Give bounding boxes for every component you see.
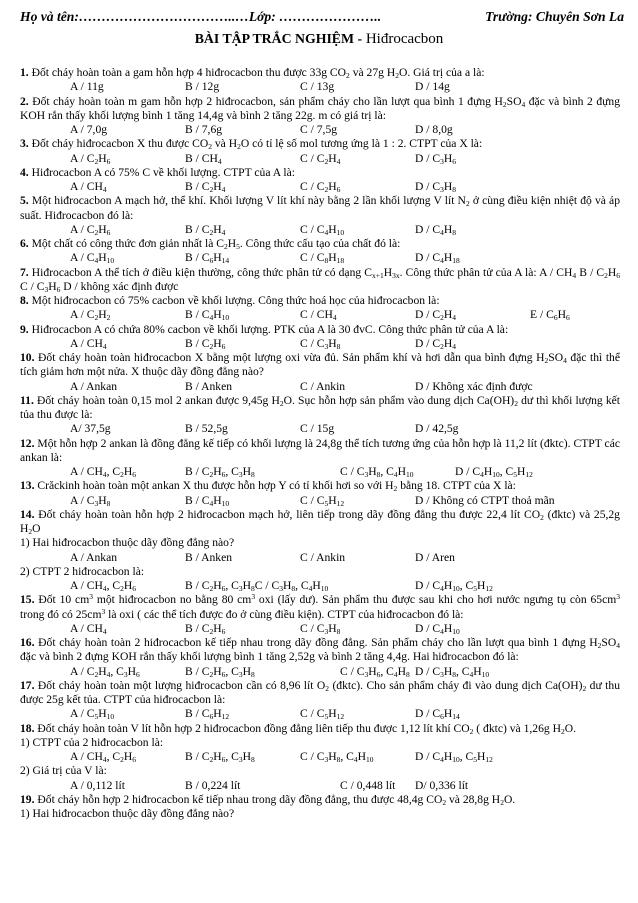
answer-option[interactable]: A / $C_5H_{10}$: [70, 707, 115, 722]
sub-question: 1) Hai hiđrocacbon thuộc dãy đồng đẳng nào?: [20, 536, 235, 550]
question-number: 18.: [20, 721, 35, 735]
question-text: Một hiđrocacbon A mạch hở, thể khí. Khối lượng V lít khí này bằng 2 lần khối lượng V lít $N_2$ ở cùng điều kiện nhiệt độ và áp suất. Hiđrocacbon đó là:: [20, 194, 620, 222]
answer-option[interactable]: A / $CH_4$, $C_2H_6$: [70, 465, 137, 479]
answer-option[interactable]: A / $CH_4$, $C_2H_6$: [70, 579, 137, 593]
question-stem: [20, 66, 620, 80]
sub-question: 2) CTPT 2 hiđrocacbon là:: [20, 564, 145, 578]
question-stem: [20, 479, 620, 493]
question-text: Đốt cháy hoàn toàn hiđrocacbon X bằng một lượng oxi vừa đủ. Sản phẩm khí và hơi dẫn qua bình đựng $H_2SO_4$ đặc thì thể tích giảm hơn một nửa. X thuộc dãy đồng đẳng nào?: [20, 351, 620, 379]
answer-option[interactable]: B / $CH_4$: [185, 151, 222, 166]
answer-option[interactable]: C / 7,5g: [300, 123, 338, 136]
question-text: Đốt cháy hỗn hợp 2 hiđrocacbon kế tiếp nhau trong dãy đồng đẳng, thu được 48,4g $CO_2$ và 28,8g $H_2O$.: [34, 792, 516, 807]
question-number: 11.: [20, 393, 34, 407]
answer-option[interactable]: D / 42,5g: [415, 422, 459, 436]
answer-option[interactable]: A / 7,0g: [70, 123, 108, 136]
answer-option[interactable]: B / Anken: [185, 379, 233, 393]
answer-option[interactable]: D / $C_6H_{14}$: [415, 707, 460, 722]
question-number: 1.: [20, 66, 29, 79]
question-stem: [20, 194, 620, 223]
answer-options: [20, 551, 620, 565]
question-list: [20, 66, 620, 821]
answer-option[interactable]: D / $C_4H_{10}$: [415, 621, 460, 636]
answer-option[interactable]: B / $C_2H_6$: [185, 336, 226, 351]
answer-option[interactable]: C / $C_3H_6$, $C_4H_8$: [340, 664, 410, 679]
answer-option[interactable]: D / Không xác định được: [415, 379, 533, 393]
question-text: Đốt cháy hoàn toàn m gam hỗn hợp 2 hiđrocacbon, sản phẩm cháy cho lần lượt qua bình 1 đựng $H_2SO_4$ đặc và bình 2 đựng KOH rắn thấy khối lượng bình 1 tăng 14,4g và bình 2 tăng 22g. m có giá trị là:: [20, 94, 620, 122]
answer-option[interactable]: B / $C_2H_6$, $C_3H_8C / C_3H_8$, $C_4H_{10}$: [185, 579, 329, 593]
answer-option[interactable]: A / $C_3H_8$: [70, 493, 111, 508]
answer-option[interactable]: D / $C_4H_{18}$: [415, 251, 460, 266]
answer-option[interactable]: C / Ankin: [300, 550, 346, 564]
answer-option[interactable]: A / $C_2H_2$: [70, 308, 111, 323]
answer-option[interactable]: C / $C_2H_6$: [300, 180, 341, 194]
answer-option[interactable]: D / $C_3H_8$: [415, 180, 456, 194]
answer-option[interactable]: D / $C_4H_{10}$, $C_5H_{12}$: [415, 750, 493, 764]
question-text: Một hỗn hợp 2 ankan là đồng đẳng kế tiếp có khối lượng là 24,8g thể tích tương ứng của hỗn hợp là 11,2 lít (đktc). CTPT các ankan là:: [20, 436, 620, 464]
answer-option[interactable]: D / Aren: [415, 550, 455, 564]
question-text: Đốt cháy hoàn toàn a gam hỗn hợp 4 hiđrocacbon thu được 33g $CO_2$ và 27g $H_2O$. Giá trị của a là:: [28, 66, 485, 80]
question-number: 10.: [20, 351, 35, 364]
question-stem: [20, 793, 620, 807]
title-sub: Hiđrocacbon: [365, 31, 444, 47]
answer-option[interactable]: A / $C_4H_{10}$: [70, 251, 115, 266]
sub-question: 1) Hai hiđrocacbon thuộc dãy đồng đẳng nào?: [20, 807, 235, 820]
answer-options: [20, 579, 620, 593]
answer-option[interactable]: B / $C_2H_6$: [185, 621, 226, 636]
question-stem: [20, 351, 620, 380]
answer-options: [20, 750, 620, 764]
answer-option[interactable]: C / $C_5H_{12}$: [300, 493, 345, 508]
sub-question: 1) CTPT của 2 hiđrocacbon là:: [20, 735, 164, 749]
question-stem: [20, 437, 620, 466]
answer-option[interactable]: C / 0,448 lít: [340, 778, 396, 792]
answer-option[interactable]: D / $C_2H_4$: [415, 336, 456, 351]
question-text: Đốt cháy hoàn toàn một lượng hiđrocacbon cần có 8,96 lít $O_2$ (đktc). Cho sản phẩm cháy đi vào dung dịch $Ca(OH)_2$ dư thu được 25g kết tủa. CTPT của hiđrocacbon là:: [20, 678, 620, 706]
question-number: 5.: [20, 194, 29, 208]
sub-question: 2) Giá trị của V là:: [20, 764, 107, 778]
answer-option[interactable]: B / $C_2H_4$: [185, 222, 226, 237]
question-text: Crăckinh hoàn toàn một ankan X thu được hỗn hợp Y có tỉ khối hơi so với $H_2$ bằng 18. CTPT của X là:: [34, 479, 516, 494]
question-stem: [20, 266, 620, 295]
answer-options: [20, 152, 620, 166]
answer-option[interactable]: B / $C_4H_{10}$: [185, 308, 230, 323]
question-text: Hiđrocacbon A thể tích ở điều kiện thường, công thức phân tử có dạng $C_{x+1}H_{3x}$. Công thức phân tử của A là: A / $CH_4$ B / $C_2H_6$ C / $C_3H_6$ D / không xác định được: [20, 265, 621, 294]
question-number: 4.: [20, 165, 29, 179]
answer-options: [20, 622, 620, 636]
answer-option[interactable]: A / $CH_4$, $C_2H_6$: [70, 750, 137, 764]
answer-option[interactable]: A/ 37,5g: [70, 422, 111, 436]
answer-options: [20, 251, 620, 265]
answer-options: [20, 123, 620, 137]
school-name: Trường: Chuyên Sơn La: [485, 9, 624, 24]
question-stem: [20, 237, 620, 251]
question-stem: [20, 95, 620, 124]
student-info: Họ và tên:……………………………..…Lớp: …………………..: [20, 9, 382, 24]
answer-option[interactable]: D / 14g: [415, 80, 450, 94]
answer-option[interactable]: C / Ankin: [300, 379, 346, 393]
question-stem: [20, 508, 620, 537]
answer-option[interactable]: B / Anken: [185, 550, 233, 564]
answer-options: [20, 779, 620, 793]
question-number: 2.: [20, 94, 29, 108]
question-text: Một chất có công thức đơn giản nhất là $C_2H_5$. Công thức cấu tạo của chất đó là:: [28, 237, 401, 251]
question-stem: [20, 593, 620, 622]
answer-option[interactable]: A / $C_2H_6$: [70, 151, 111, 166]
question-number: 8.: [20, 294, 29, 307]
answer-options: [20, 180, 620, 194]
answer-option[interactable]: B / $C_2H_6$, $C_3H_8$: [185, 664, 255, 679]
question-number: 19.: [20, 792, 35, 806]
answer-options: [20, 80, 620, 94]
answer-option[interactable]: A / $CH_4$: [70, 180, 107, 194]
answer-option[interactable]: B / $C_6H_{14}$: [185, 251, 230, 266]
answer-option[interactable]: B / $C_6H_{12}$: [185, 707, 230, 722]
answer-option[interactable]: D / $C_4H_8$: [415, 222, 456, 237]
question-number: 6.: [20, 237, 29, 250]
question-text: Đốt cháy hoàn toàn 0,15 mol 2 ankan được 9,45g $H_2O$. Sục hỗn hợp sản phẩm vào dung dịch $Ca(OH)_2$ dư thì khối lượng kết tủa thu được là:: [20, 393, 620, 421]
answer-option[interactable]: C / $C_3H_8$, $C_4H_{10}$: [300, 750, 374, 764]
answer-option[interactable]: B / 0,224 lít: [185, 778, 241, 792]
question-text: Một hiđrocacbon có 75% cacbon về khối lượng. Công thức hoá học của hiđrocacbon là:: [28, 294, 440, 307]
answer-option[interactable]: C / $C_3H_8$: [300, 621, 341, 636]
question-stem: [20, 137, 620, 151]
answer-option[interactable]: B / $C_2H_4$: [185, 180, 226, 194]
answer-option[interactable]: D / $C_4H_{10}$, $C_5H_{12}$: [415, 579, 493, 593]
answer-option[interactable]: C / $C_3H_8$, $C_4H_{10}$: [340, 465, 414, 479]
answer-option[interactable]: A / Ankan: [70, 550, 118, 564]
question-number: 13.: [20, 479, 35, 493]
question-number: 14.: [20, 507, 35, 521]
answer-options: [20, 665, 620, 679]
answer-option[interactable]: A / 0,112 lít: [70, 778, 125, 792]
question-stem: [20, 679, 620, 708]
title-main: BÀI TẬP TRẮC NGHIỆM -: [194, 31, 363, 46]
answer-option[interactable]: D / $C_3H_8$, $C_4H_{10}$: [415, 664, 490, 679]
question-text: Đốt cháy hoàn toàn 2 hiđrocacbon kế tiếp nhau trong dãy đồng đẳng. Sản phẩm cháy cho lần lượt qua bình 1 đựng $H_2SO_4$ đặc và bình 2 đựng KOH rắn thấy khối lượng bình 1 tăng 2,52g và bình 2 tăng 4,4g. Hai hiđrocacbon đó là:: [20, 636, 620, 664]
answer-option[interactable]: A / $CH_4$: [70, 621, 107, 636]
question-stem: [20, 394, 620, 423]
question-number: 16.: [20, 636, 35, 649]
question-number: 3.: [20, 137, 29, 151]
answer-option[interactable]: B / $C_2H_6$, $C_3H_8$: [185, 750, 255, 764]
answer-option[interactable]: C / $C_2H_4$: [300, 151, 341, 166]
answer-options: [20, 380, 620, 394]
question-number: 9.: [20, 322, 29, 336]
answer-option[interactable]: B / 12g: [185, 80, 220, 94]
answer-option[interactable]: C / 15g: [300, 422, 335, 436]
question-stem: [20, 323, 620, 337]
question-stem: [20, 166, 620, 180]
answer-option[interactable]: C / 13g: [300, 80, 335, 94]
question-number: 17.: [20, 678, 35, 692]
question-text: Hiđrocacbon A có 75% C về khối lượng. CTPT của A là:: [28, 165, 295, 179]
answer-option[interactable]: A / Ankan: [70, 379, 118, 393]
answer-option[interactable]: C / $CH_4$: [300, 308, 337, 323]
answer-option[interactable]: D/ 0,336 lít: [415, 778, 469, 792]
answer-option[interactable]: A / $C_2H_6$: [70, 222, 111, 237]
page-title: [0, 31, 638, 48]
question-text: Đốt cháy hoàn toàn hỗn hợp 2 hiđrocacbon mạch hở, liên tiếp trong dãy đồng đẳng thu được 22,4 lít $CO_2$ (đktc) và 25,2g $H_2O$: [20, 507, 620, 536]
answer-option[interactable]: A / $C_2H_4$, $C_3H_6$: [70, 664, 140, 679]
answer-option[interactable]: D / 8,0g: [415, 123, 453, 136]
answer-option[interactable]: C / $C_8H_{18}$: [300, 251, 345, 266]
answer-option[interactable]: B / $C_2H_6$, $C_3H_8$: [185, 465, 255, 479]
question-text: Đốt cháy hiđrocacbon X thu được $CO_2$ và $H_2O$ có tỉ lệ số mol tương ứng là 1 : 2. CTPT của X là:: [28, 137, 483, 152]
answer-options: [20, 337, 620, 351]
question-text: Hiđrocacbon A có chứa 80% cacbon về khối lượng. PTK của A là 30 đvC. Công thức phân tử của A là:: [28, 322, 509, 336]
answer-option[interactable]: E / $C_6H_6$: [530, 308, 570, 323]
answer-options: [20, 465, 620, 479]
question-number: 7.: [20, 265, 29, 279]
question-text: Đốt 10 $cm^3$ một hiđrocacbon no bằng 80 $cm^3$ oxi (lấy dư). Sản phẩm thu được sau khi cho hơi nước ngưng tụ còn $65cm^3$ trong đó có $25cm^3$ là oxi ( các thể tích được đo ở cùng điều kiện). CTPT của hiđrocacbon đó là:: [20, 592, 620, 621]
answer-options: [20, 494, 620, 508]
question-number: 12.: [20, 436, 35, 450]
answer-option[interactable]: C / $C_4H_{10}$: [300, 222, 345, 237]
answer-option[interactable]: B / 7,6g: [185, 123, 223, 136]
answer-options: [20, 308, 620, 322]
answer-options: [20, 422, 620, 436]
answer-option[interactable]: D / $C_4H_{10}$, $C_5H_{12}$: [455, 465, 533, 479]
answer-option[interactable]: A / $CH_4$: [70, 336, 107, 351]
answer-options: [20, 707, 620, 721]
question-text: Đốt cháy hoàn toàn V lít hỗn hợp 2 hiđrocacbon đồng đẳng liên tiếp thu được 1,12 lít khí $CO_2$ ( đktc) và 1,26g $H_2O$.: [34, 721, 576, 736]
question-stem: [20, 722, 620, 736]
answer-option[interactable]: D / $C_3H_6$: [415, 151, 456, 166]
answer-options: [20, 223, 620, 237]
answer-option[interactable]: B / 52,5g: [185, 422, 228, 436]
answer-option[interactable]: C / $C_5H_{12}$: [300, 707, 345, 722]
question-stem: [20, 636, 620, 665]
answer-option[interactable]: D / Không có CTPT thoả mãn: [415, 493, 555, 507]
answer-option[interactable]: D / $C_2H_4$: [415, 308, 456, 323]
answer-option[interactable]: A / 11g: [70, 80, 104, 94]
answer-option[interactable]: C / $C_3H_8$: [300, 336, 341, 351]
answer-option[interactable]: B / $C_4H_{10}$: [185, 493, 230, 508]
header-line: [20, 9, 624, 29]
question-stem: [20, 294, 620, 308]
question-number: 15.: [20, 593, 35, 607]
